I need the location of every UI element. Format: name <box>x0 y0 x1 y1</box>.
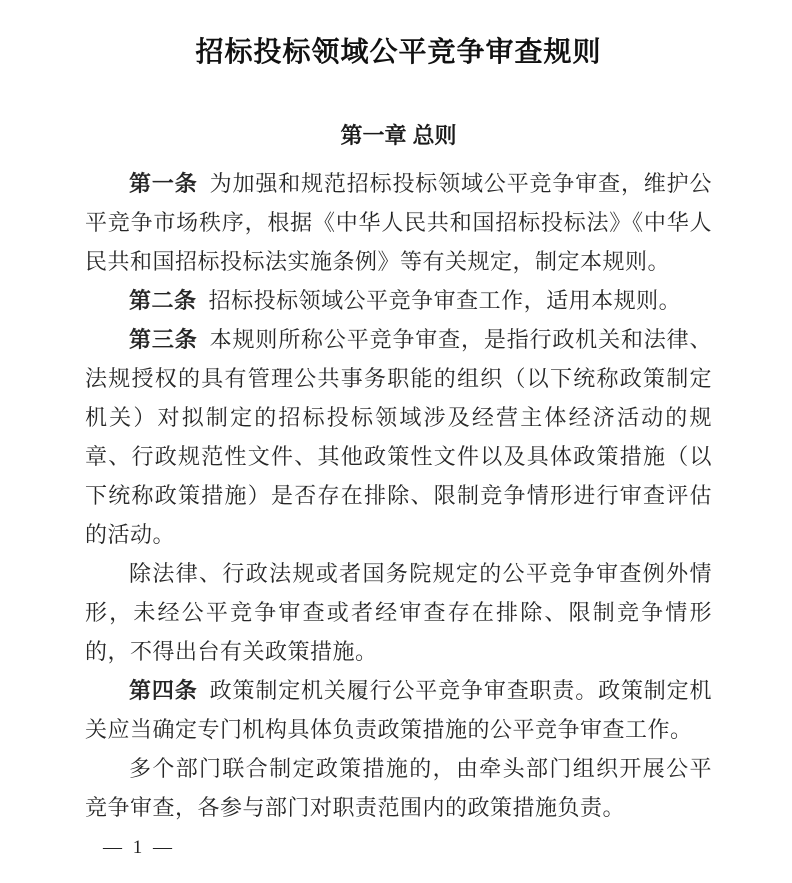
paragraph-article-3-continued <box>85 554 712 671</box>
paragraph-article-4 <box>85 671 712 749</box>
paragraph-text: 多个部门联合制定政策措施的，由牵头部门组织开展公平竞争审查，各参与部门对职责范围内的政策措施负责。 <box>85 756 712 820</box>
article-number: 第三条 <box>129 327 198 352</box>
document-body <box>85 164 712 827</box>
document-title: 招标投标领域公平竞争审查规则 <box>195 37 602 68</box>
paragraph-text: 政策制定机关履行公平竞争审查职责。政策制定机关应当确定专门机构具体负责政策措施的公平竞争审查工作。 <box>85 678 712 742</box>
article-number: 第二条 <box>129 288 197 313</box>
paragraph-text: 招标投标领域公平竞争审查工作，适用本规则。 <box>208 288 682 313</box>
article-number: 第一条 <box>129 171 198 196</box>
paragraph-text: 为加强和规范招标投标领域公平竞争审查，维护公平竞争市场秩序，根据《中华人民共和国招标投标法》《中华人民共和国招标投标法实施条例》等有关规定，制定本规则。 <box>85 171 712 274</box>
paragraph-text: 本规则所称公平竞争审查，是指行政机关和法律、法规授权的具有管理公共事务职能的组织（以下统称政策制定机关）对拟制定的招标投标领域涉及经营主体经济活动的规章、行政规范性文件、其他政策性文件以及具体政策措施（以下统称政策措施）是否存在排除、限制竞争情形进行审查评估的活动。 <box>85 327 712 547</box>
paragraph-text: 除法律、行政法规或者国务院规定的公平竞争审查例外情形，未经公平竞争审查或者经审查存在排除、限制竞争情形的，不得出台有关政策措施。 <box>85 561 712 664</box>
paragraph-article-2 <box>85 281 712 320</box>
page-number: — 1 — <box>103 837 175 858</box>
paragraph-article-4-continued <box>85 749 712 827</box>
paragraph-article-3 <box>85 320 712 554</box>
chapter-heading: 第一章 总则 <box>340 123 457 148</box>
paragraph-article-1 <box>85 164 712 281</box>
article-number: 第四条 <box>129 678 198 703</box>
